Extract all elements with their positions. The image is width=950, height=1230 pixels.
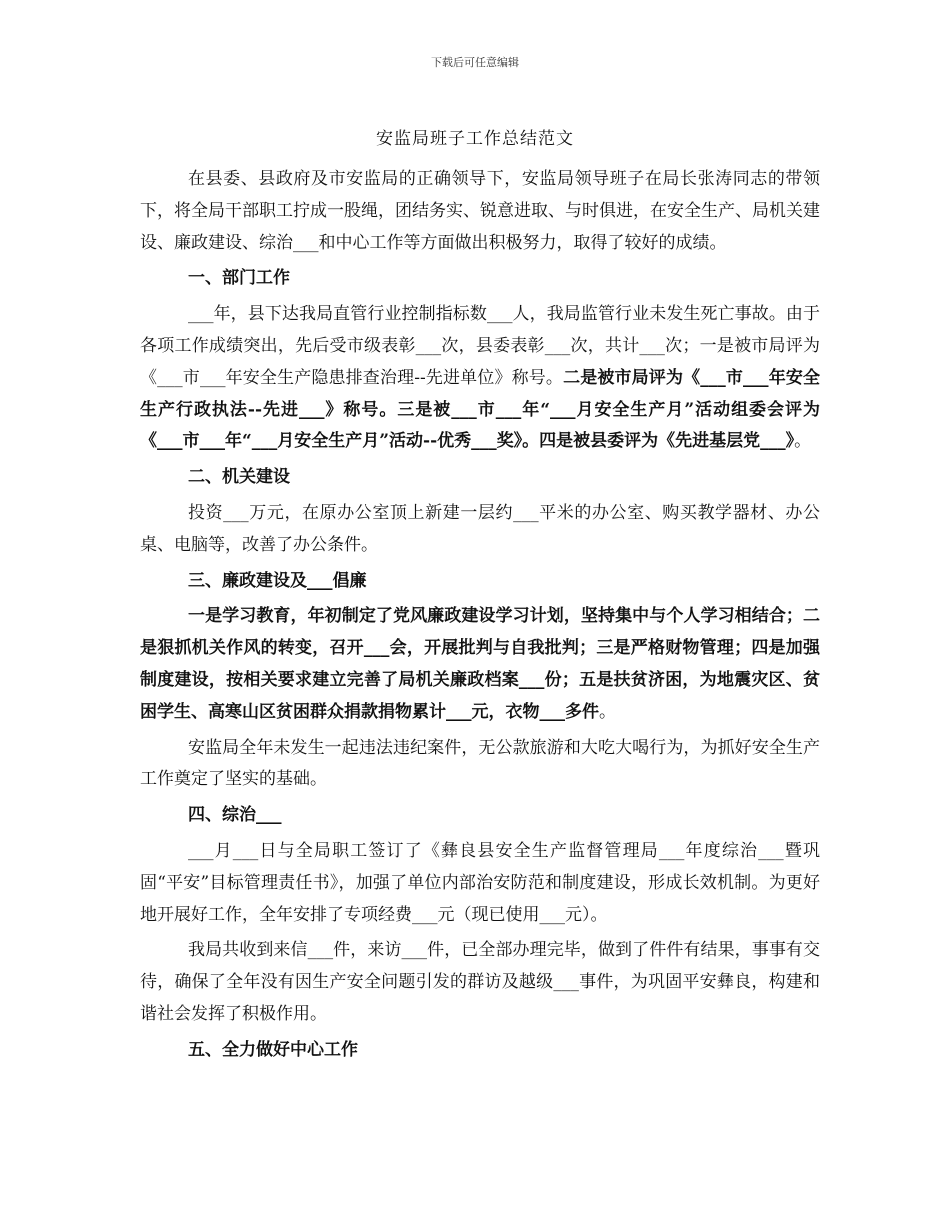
section-5-heading: 五、全力做好中心工作 — [188, 1039, 358, 1060]
document-title: 安监局班子工作总结范文 — [376, 129, 574, 149]
section-3-bold-text: 一是学习教育，年初制定了党风廉政建设学习计划，坚持集中与个人学习相结合；二是狠抓机关作风的转变，召开___会，开展批判与自我批判；三是严格财物管理；四是加强制度建设，按相关要求建立完善了局机关廉政档案___份；五是扶贫济困，为地震灾区、贫困学生、高寒山区贫困群众捐款捐物累计___元，衣物___多件 — [140, 606, 820, 722]
section-1-paragraph — [140, 299, 820, 458]
section-4-heading: 四、综治___ — [188, 805, 282, 826]
intro-paragraph: 在县委、县政府及市安监局的正确领导下，安监局领导班子在局长张涛同志的带领下，将全局干部职工拧成一股绳，团结务实、锐意进取、与时俱进，在安全生产、局机关建设、廉政建设、综治___和中心工作等方面做出积极努力，取得了较好的成绩。 — [140, 169, 820, 253]
section-3-tail: 。 — [599, 701, 616, 722]
section-3-heading: 三、廉政建设及___倡廉 — [188, 570, 367, 591]
section-1-tail: 。 — [794, 431, 812, 452]
section-3-paragraph — [140, 601, 820, 728]
section-4-paragraph-1: ___月___日与全局职工签订了《彝良县安全生产监督管理局___年度综治___暨巩固“平安”目标管理责任书》，加强了单位内部治安防范和制度建设，形成长效机制。为更好地开展好工作，全年安排了专项经费___元（现已使用___元）。 — [140, 840, 820, 925]
section-1-text: ___年，县下达我局直管行业控制指标数___人，我局监管行业未发生死亡事故。由于各项工作成绩突出，先后受市级表彰___次，县委表彰___次，共计___次；一是被市局评为《___市___年安全生产隐患排查治理--先进单位》称号。 — [140, 304, 820, 388]
document-body — [140, 164, 820, 1071]
section-2-heading: 二、机关建设 — [188, 467, 290, 488]
section-2-paragraph: 投资___万元，在原办公室顶上新建一层约___平米的办公室、购买教学器材、办公桌、电脑等，改善了办公条件。 — [140, 502, 820, 555]
section-3-paragraph-2: 安监局全年未发生一起违法违纪案件，无公款旅游和大吃大喝行为，为抓好安全生产工作奠定了坚实的基础。 — [140, 737, 820, 790]
page-header-note: 下载后可任意编辑 — [431, 56, 519, 69]
section-1-heading: 一、部门工作 — [188, 268, 290, 289]
section-4-paragraph-2: 我局共收到来信___件，来访___件，已全部办理完毕，做到了件件有结果，事事有交待，确保了全年没有因生产安全问题引发的群访及越级___事件，为巩固平安彝良，构建和谐社会发挥了积极作用。 — [140, 940, 820, 1024]
section-1-bold-text: 二是被市局评为《___市___年安全生产行政执法--先进___》称号。三是被___市___年“___月安全生产月”活动组委会评为《___市___年“___月安全生产月”活动--优秀___奖》。四是被县委评为《先进基层党___》 — [140, 367, 820, 452]
